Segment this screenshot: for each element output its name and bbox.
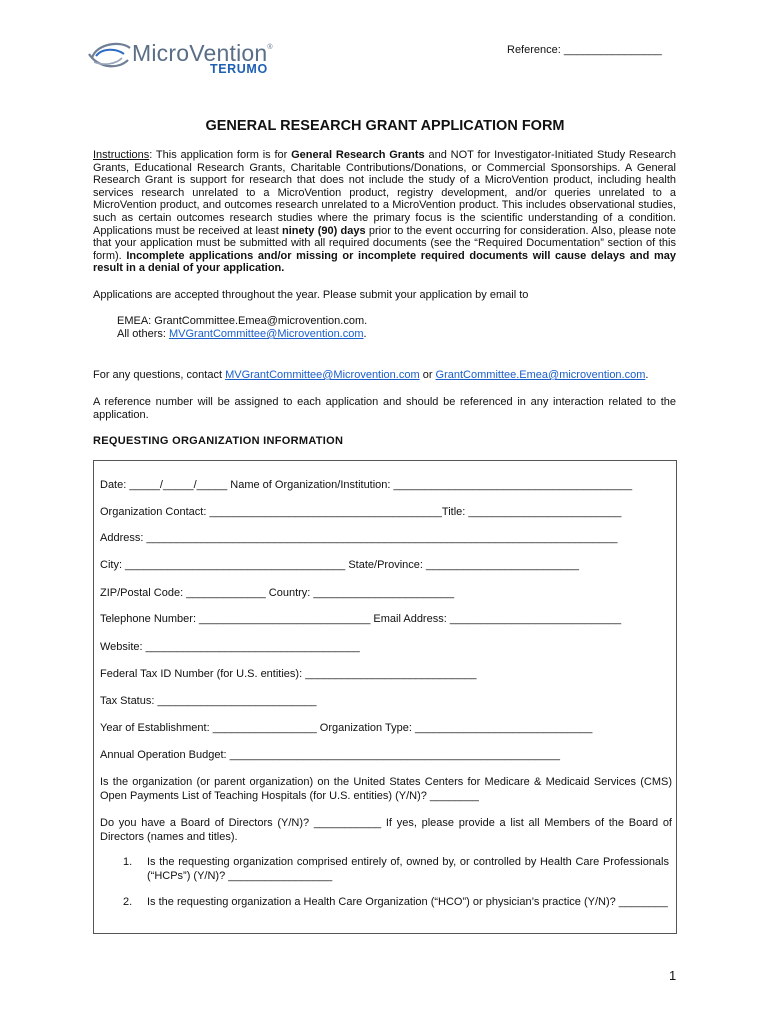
cms-question-field[interactable]: Is the organization (or parent organization) on the United States Centers for Medicare & Medicaid Services (CMS) Open Payments List of Teaching Hospitals (for U.S. entities) (Y/N)? ________	[100, 776, 672, 802]
questions-line: For any questions, contact MVGrantCommittee@Microvention.com or GrantCommittee.Emea@microvention.com.	[93, 369, 649, 381]
tax-status-field[interactable]: Tax Status: __________________________	[100, 695, 317, 707]
item-number: 2.	[123, 896, 133, 908]
others-email-line: All others: MVGrantCommittee@Microvention.com.	[117, 328, 367, 340]
section-title: REQUESTING ORGANIZATION INFORMATION	[93, 435, 344, 447]
tax-id-field[interactable]: Federal Tax ID Number (for U.S. entities): ____________________________	[100, 668, 477, 680]
swirl-icon	[86, 38, 134, 74]
questions-email-link-2[interactable]: GrantCommittee.Emea@microvention.com	[435, 369, 646, 381]
year-org-type-field[interactable]: Year of Establishment: _________________ Organization Type: _____________________________	[100, 722, 593, 734]
emea-email: EMEA: GrantCommittee.Emea@microvention.com.	[117, 315, 368, 327]
reference-note: A reference number will be assigned to each application and should be referenced in any interaction related to the application.	[93, 396, 676, 421]
reference-field: Reference: ________________	[507, 44, 662, 56]
city-state-field[interactable]: City: ____________________________________ State/Province: _________________________	[100, 559, 579, 571]
page-title: GENERAL RESEARCH GRANT APPLICATION FORM	[205, 118, 565, 134]
logo-brand: MicroVention®	[132, 40, 273, 66]
instructions-paragraph: Instructions: This application form is for General Research Grants and NOT for Investigator-Initiated Study Research Grants, Educational Research Grants, Charitable Contributions/Donations, or Commercial Sponsorships. A General Research Grant is support for research that does not include the study of a MicroVention product, including health services research unrelated to a MicroVention product, registry development, and/or queries unrelated to a MicroVention product, and outcomes research unrelated to a MicroVention product. This includes observational studies, such as certain outcomes research studies where the primary focus is the scientific understanding of a condition. Applications must be received at least ninety (90) days prior to the event occurring for consideration. Also, please note that your application must be submitted with all required documents (see the “Required Documentation” section of this form). Incomplete applications and/or missing or incomplete required documents will cause delays and may result in a denial of your application.	[93, 149, 676, 275]
address-field[interactable]: Address: _____________________________________________________________________________	[100, 532, 618, 544]
item-number: 1.	[123, 856, 133, 868]
submission-text: Applications are accepted throughout the year. Please submit your application by email to	[93, 289, 529, 301]
hco-question-field[interactable]: Is the requesting organization a Health Care Organization (“HCO”) or physician’s practice (Y/N)? ________	[147, 896, 668, 908]
hcp-question-field[interactable]: Is the requesting organization comprised entirely of, owned by, or controlled by Health Care Professionals (“HCPs”) (Y/N)? _________________	[147, 856, 669, 882]
zip-country-field[interactable]: ZIP/Postal Code: _____________ Country: _______________________	[100, 587, 455, 599]
date-org-name-field[interactable]: Date: _____/_____/_____ Name of Organization/Institution: _______________________________________	[100, 479, 633, 491]
questions-email-link-1[interactable]: MVGrantCommittee@Microvention.com	[225, 369, 420, 381]
page-number: 1	[669, 968, 677, 983]
microvention-logo	[86, 38, 306, 76]
others-email-link[interactable]: MVGrantCommittee@Microvention.com	[168, 328, 364, 340]
board-question-field[interactable]: Do you have a Board of Directors (Y/N)? ___________ If yes, please provide a list all Members of the Board of Directors (names and titles).	[100, 817, 672, 843]
phone-email-field[interactable]: Telephone Number: ____________________________ Email Address: ____________________________	[100, 613, 622, 625]
budget-field[interactable]: Annual Operation Budget: ______________________________________________________	[100, 749, 561, 761]
contact-title-field[interactable]: Organization Contact: ______________________________________Title: _________________________	[100, 506, 622, 518]
logo-sub: TERUMO	[210, 62, 268, 76]
website-field[interactable]: Website: ___________________________________	[100, 641, 360, 653]
